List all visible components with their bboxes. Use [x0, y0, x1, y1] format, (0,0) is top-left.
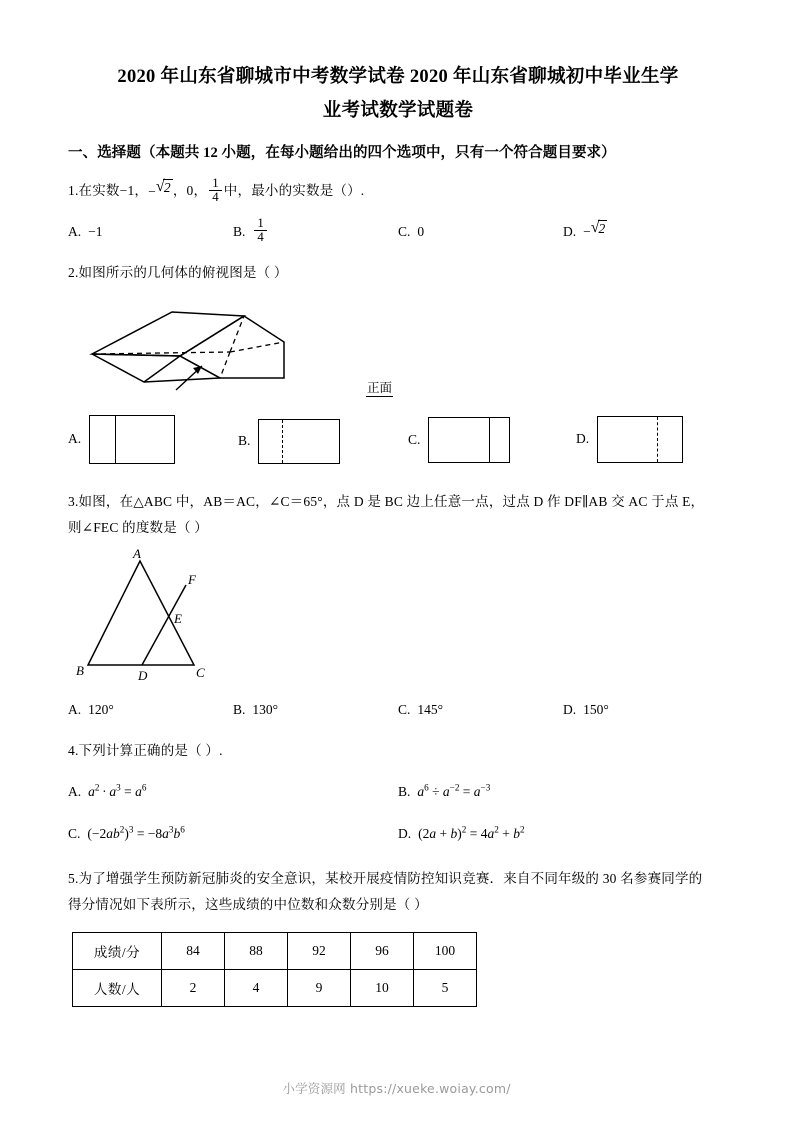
question-1-value-neg1: −1 — [119, 183, 135, 199]
question-1-option-a[interactable] — [68, 218, 233, 246]
question-1-option-d-label: D. — [563, 223, 577, 239]
table-cell-score-1: 88 — [225, 932, 288, 969]
table-cell-count-2: 9 — [288, 969, 351, 1006]
question-5-score-table — [72, 932, 477, 1007]
page-content — [68, 60, 728, 1007]
question-3-option-b-label: B. — [233, 701, 246, 717]
table-row-scores — [73, 932, 477, 969]
question-3-options — [68, 698, 728, 722]
question-1-option-d[interactable] — [563, 218, 728, 246]
question-1-value-negsqrt2: − √ 2 — [148, 177, 171, 199]
question-1-sep3: ， — [193, 183, 208, 199]
question-3-stem-line2: 则∠FEC 的度数是（ ） — [68, 519, 208, 535]
question-4-option-a-value: $a^2 \cdot a^3 = a^6$ — [88, 782, 147, 799]
triangle-label-F: F — [188, 571, 196, 587]
question-3-stem-line1: 3.如图，在△ABC 中，AB＝AC，∠C＝65°，点 D 是 BC 边上任意一点，过点 D 作 DF∥AB 交 AC 于点 E， — [68, 493, 705, 509]
page-title — [68, 60, 728, 128]
question-1-sep1: ， — [134, 183, 149, 199]
question-4-option-d[interactable] — [398, 822, 728, 846]
question-3-option-c-label: C. — [398, 701, 411, 717]
question-2-option-c-shape — [428, 417, 510, 463]
question-4-options-row1 — [68, 780, 728, 804]
question-4-option-c-label: C. — [68, 825, 81, 841]
question-1-option-a-value: −1 — [88, 223, 103, 239]
question-1-sep2: ， — [172, 183, 187, 199]
question-2-option-b-label: B. — [238, 433, 251, 449]
question-4-option-c-value: $(-2ab^2)^3 = -8a^3b^6$ — [87, 824, 185, 841]
table-cell-count-3: 10 — [351, 969, 414, 1006]
question-4-option-a[interactable] — [68, 780, 398, 804]
table-cell-score-4: 100 — [414, 932, 477, 969]
question-4-stem: 4.下列计算正确的是（ ）. — [68, 742, 223, 758]
question-2-option-a-divider — [115, 416, 116, 463]
question-3-option-d-label: D. — [563, 701, 577, 717]
triangle-label-E: E — [174, 610, 182, 626]
question-4-option-b[interactable] — [398, 780, 728, 804]
question-2-option-c-label: C. — [408, 431, 421, 447]
question-3-figure-triangle — [74, 547, 728, 692]
table-cell-count-1: 4 — [225, 969, 288, 1006]
question-1-value-zero: 0 — [186, 183, 194, 199]
table-cell-score-3: 96 — [351, 932, 414, 969]
question-2-option-c-divider — [489, 418, 490, 462]
question-1-option-c-value: 0 — [417, 223, 425, 239]
footer-watermark: 小学资源网 https://xueke.woiay.com/ — [282, 1081, 511, 1096]
question-4-option-b-value: $a^6 \div a^{-2} = a^{-3}$ — [417, 782, 491, 799]
table-cell-score-2: 92 — [288, 932, 351, 969]
question-3-option-a[interactable] — [68, 698, 233, 722]
question-3-option-d[interactable] — [563, 698, 728, 722]
question-4-option-a-label: A. — [68, 783, 82, 799]
question-1-option-c-label: C. — [398, 223, 411, 239]
question-2-figure-front-label: 正面 — [366, 378, 393, 397]
question-2-option-c[interactable] — [408, 417, 510, 463]
question-2-option-b-shape — [258, 419, 340, 464]
question-4-option-d-label: D. — [398, 825, 412, 841]
question-2-option-d-shape — [597, 416, 683, 463]
question-1-option-c[interactable] — [398, 218, 563, 246]
question-5-stem-line1: 5.为了增强学生预防新冠肺炎的安全意识，某校开展疫情防控知识竞赛．来自不同年级的 30 名参赛同学的 — [68, 870, 703, 886]
question-4-option-d-value: $(2a + b)^2 = 4a^2 + b^2$ — [418, 824, 525, 841]
question-4-options-row2 — [68, 822, 728, 846]
question-1-option-b-label: B. — [233, 223, 246, 239]
question-1-stem — [68, 178, 728, 206]
question-2-option-d[interactable] — [576, 416, 683, 463]
question-3-option-a-value: 120° — [88, 701, 114, 717]
section-heading: 一、选择题（本题共 12 小题，在每小题给出的四个选项中，只有一个符合题目要求） — [68, 145, 616, 161]
question-2-option-b-divider — [282, 420, 283, 463]
table-cell-count-4: 5 — [414, 969, 477, 1006]
question-2-option-a-label: A. — [68, 431, 82, 447]
question-1-stem-p1: 1.在实数 — [68, 183, 120, 199]
question-3-option-d-value: 150° — [583, 701, 609, 717]
question-1-option-d-value: − √ 2 — [583, 218, 606, 239]
question-4-option-b-label: B. — [398, 783, 411, 799]
table-header-count: 人数/人 — [73, 969, 162, 1006]
question-3-option-c-value: 145° — [417, 701, 444, 717]
question-3-option-c[interactable] — [398, 698, 563, 722]
triangle-label-D: D — [138, 667, 148, 683]
question-4-option-c[interactable] — [68, 822, 398, 846]
question-2-options — [68, 409, 728, 471]
question-1-stem-p8: ）. — [347, 183, 365, 199]
question-1-option-b-value: $\frac{1}{4}$ — [254, 217, 266, 245]
table-header-score: 成绩/分 — [73, 932, 162, 969]
question-2-option-d-divider — [657, 417, 658, 462]
question-3-option-a-label: A. — [68, 701, 82, 717]
question-2-option-a-shape — [89, 415, 175, 464]
question-1-option-b[interactable] — [233, 215, 398, 246]
table-cell-score-0: 84 — [162, 932, 225, 969]
page-title-line1: 2020 年山东省聊城市中考数学试卷 2020 年山东省聊城初中毕业生学 — [117, 67, 679, 87]
triangle-label-B: B — [76, 662, 84, 678]
triangle-abc-svg — [74, 547, 224, 687]
question-2-stem: 2.如图所示的几何体的俯视图是（ ） — [68, 264, 288, 280]
page-title-line2: 业考试数学试题卷 — [322, 101, 474, 121]
triangle-label-C: C — [196, 664, 205, 680]
question-2-option-b[interactable] — [238, 419, 340, 464]
question-1-option-a-label: A. — [68, 223, 82, 239]
question-1-options — [68, 215, 728, 246]
question-2-option-d-label: D. — [576, 431, 590, 447]
question-2-figure-solid — [80, 294, 728, 397]
question-1-stem-p7: 中，最小的实数是（ — [223, 183, 348, 199]
question-5-stem-line2: 得分情况如下表所示，这些成绩的中位数和众数分别是（ ） — [68, 896, 428, 912]
table-row-counts — [73, 969, 477, 1006]
solid-wedge-svg — [80, 294, 310, 392]
question-3-option-b-value: 130° — [252, 701, 279, 717]
question-1-value-one-quarter: $\frac{1}{4}$ — [209, 177, 222, 205]
question-2-option-a[interactable] — [68, 415, 175, 464]
table-cell-count-0: 2 — [162, 969, 225, 1006]
triangle-label-A: A — [133, 546, 141, 561]
question-3-option-b[interactable] — [233, 698, 398, 722]
